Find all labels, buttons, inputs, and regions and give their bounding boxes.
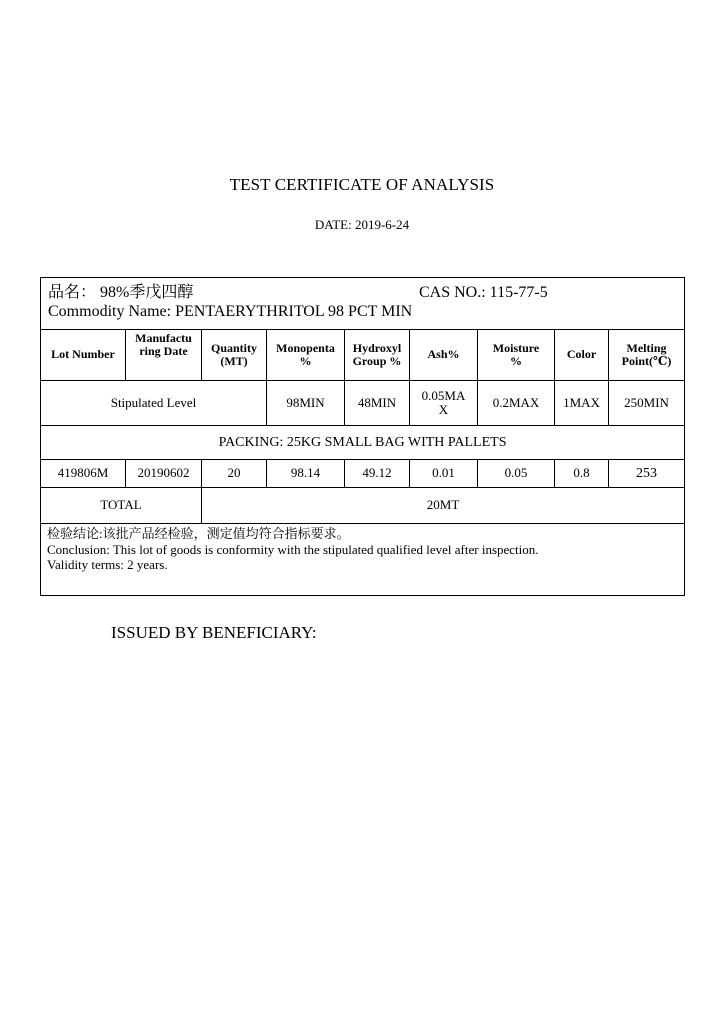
col-quantity: Quantity (MT) — [202, 330, 267, 381]
col-ash: Ash% — [410, 330, 478, 381]
conclusion-cn: 检验结论:该批产品经检验，测定值均符合指标要求。 — [47, 526, 350, 541]
col-monopenta: Monopenta % — [267, 330, 345, 381]
row-moisture: 0.05 — [478, 460, 555, 488]
row-color: 0.8 — [555, 460, 609, 488]
total-value: 20MT — [202, 488, 685, 524]
row-hydroxyl: 49.12 — [345, 460, 410, 488]
stipulated-moisture: 0.2MAX — [478, 381, 555, 426]
stipulated-ash: 0.05MA X — [410, 381, 478, 426]
packing-row — [41, 426, 685, 460]
stipulated-label: Stipulated Level — [41, 381, 267, 426]
column-header-row — [41, 330, 685, 381]
cas-number: CAS NO.: 115-77-5 — [419, 284, 548, 301]
row-melting: 253 — [609, 460, 685, 488]
certificate-table — [40, 277, 685, 596]
product-name-cn: 品名： 98%季戊四醇 — [48, 284, 194, 301]
commodity-name: Commodity Name: PENTAERYTHRITOL 98 PCT MIN — [48, 303, 413, 320]
row-mfg-date: 20190602 — [126, 460, 202, 488]
stipulated-monopenta: 98MIN — [267, 381, 345, 426]
conclusion-row — [41, 524, 685, 596]
document-title: TEST CERTIFICATE OF ANALYSIS — [229, 175, 495, 194]
document-date: DATE: 2019-6-24 — [314, 217, 410, 232]
stipulated-hydroxyl: 48MIN — [345, 381, 410, 426]
row-ash: 0.01 — [410, 460, 478, 488]
header-row — [41, 278, 685, 330]
row-quantity: 20 — [202, 460, 267, 488]
col-lot-number: Lot Number — [41, 330, 126, 381]
stipulated-color: 1MAX — [555, 381, 609, 426]
row-monopenta: 98.14 — [267, 460, 345, 488]
stipulated-melting: 250MIN — [609, 381, 685, 426]
conclusion-cell — [41, 524, 685, 596]
col-color: Color — [555, 330, 609, 381]
table-row — [41, 460, 685, 488]
col-moisture: Moisture % — [478, 330, 555, 381]
stipulated-row — [41, 381, 685, 426]
conclusion-en: Conclusion: This lot of goods is conformity with the stipulated qualified level after inspection. — [47, 541, 539, 557]
total-label: TOTAL — [41, 488, 202, 524]
total-row — [41, 488, 685, 524]
col-melting-point: Melting Point(℃) — [609, 330, 685, 381]
packing-info: PACKING: 25KG SMALL BAG WITH PALLETS — [41, 426, 685, 460]
row-lot-number: 419806M — [41, 460, 126, 488]
validity-terms: Validity terms: 2 years. — [47, 557, 168, 573]
col-hydroxyl: Hydroxyl Group % — [345, 330, 410, 381]
col-mfg-date: Manufactu ring Date — [126, 330, 202, 381]
product-header-cell — [41, 278, 685, 330]
issued-by: ISSUED BY BENEFICIARY: — [111, 623, 317, 642]
